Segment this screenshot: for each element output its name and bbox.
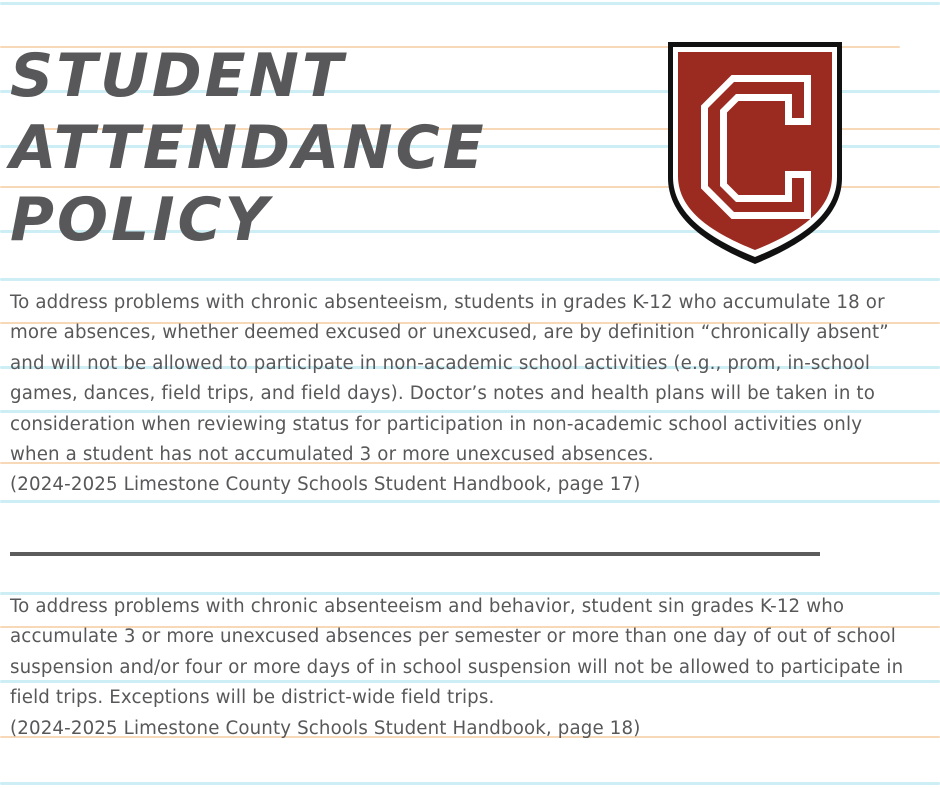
- attendance-policy-section-1: [10, 288, 910, 501]
- shield-c-logo-icon: [664, 38, 846, 268]
- ruled-line: [0, 278, 940, 281]
- page-title: [10, 40, 487, 256]
- ruled-line: [0, 782, 940, 785]
- ruled-line: [0, 2, 940, 5]
- handbook-citation-1: (2024-2025 Limestone County Schools Student Handbook, page 17): [10, 474, 641, 496]
- title-line-2: ATTENDANCE: [10, 113, 487, 183]
- title-line-3: POLICY: [10, 185, 272, 255]
- section-divider: [10, 552, 820, 556]
- handbook-citation-2: (2024-2025 Limestone County Schools Student Handbook, page 18): [10, 717, 641, 739]
- title-line-1: STUDENT: [10, 41, 346, 111]
- policy-text-2: To address problems with chronic absenteeism and behavior, student sin grades K-12 who accumulate 3 or more unexcused absences per semester or more than one day of out of school suspension and/or four or more days of in school suspension will not be allowed to participate in field trips. Exceptions will be district-wide field trips.: [10, 596, 904, 709]
- policy-text-1: To address problems with chronic absenteeism, students in grades K-12 who accumulate 18 or more absences, whether deemed excused or unexcused, are by definition “chronically absent” and will not be allowed to participate in non-academic school activities (e.g., prom, in-school games, dances, field trips, and field days). Doctor’s notes and health plans will be taken in to consideration when reviewing status for participation in non-academic school activities only when a student has not accumulated 3 or more unexcused absences.: [10, 292, 889, 466]
- attendance-policy-section-2: [10, 592, 910, 744]
